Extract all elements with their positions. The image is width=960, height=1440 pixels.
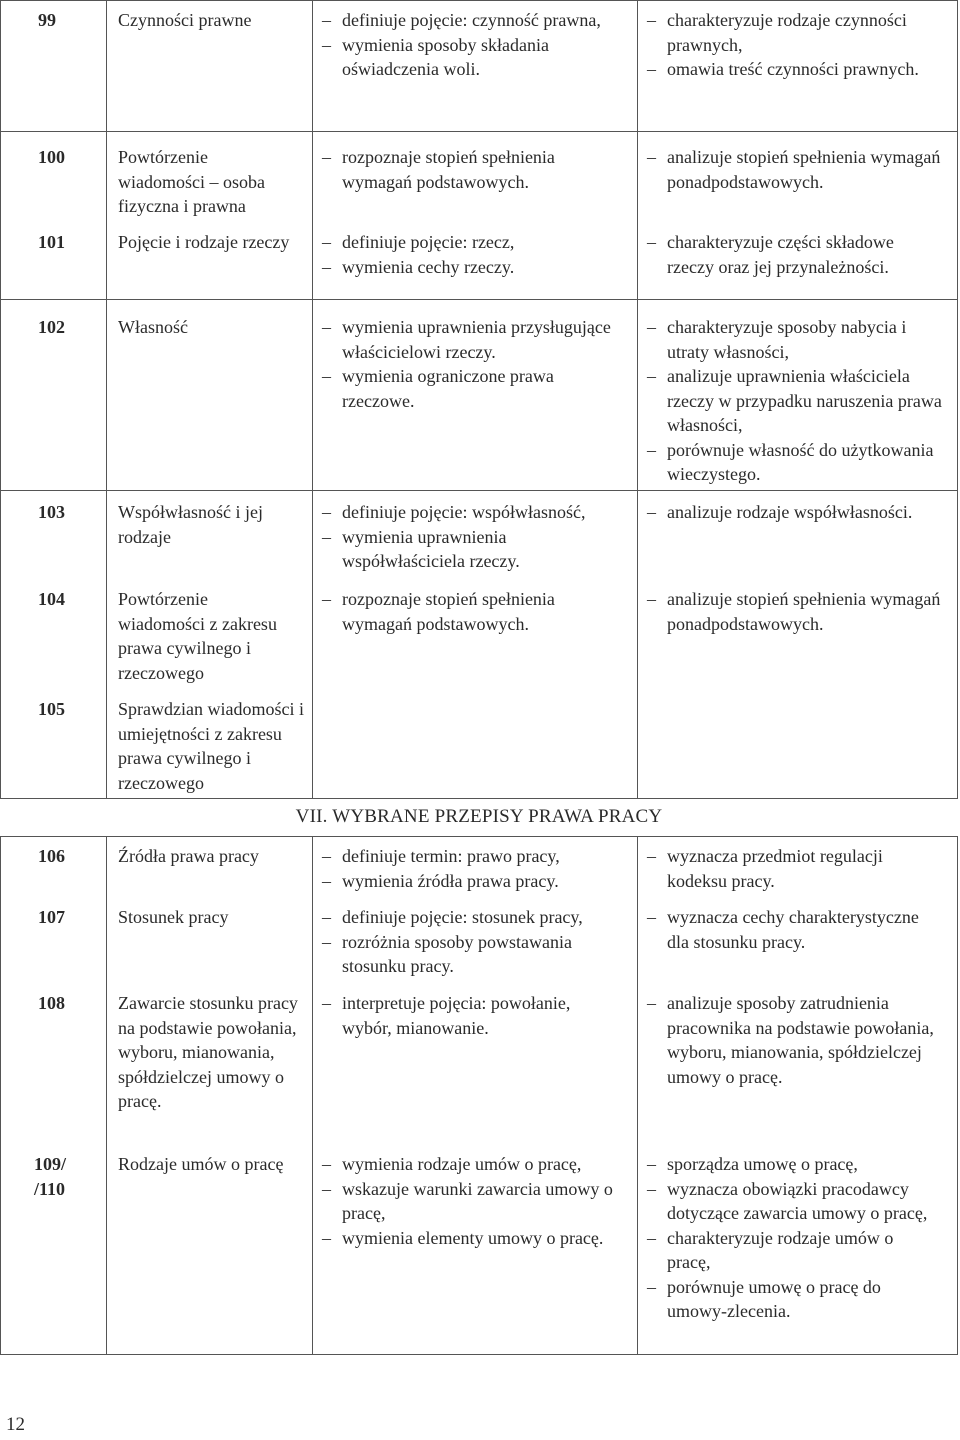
list-item: – charakteryzuje rodzaje czynności prawnych, [645,8,945,57]
row-number: 103 [38,502,65,522]
row-number: 100 [38,147,65,167]
advanced-requirements [645,145,945,194]
list-item: – wymienia cechy rzeczy. [320,255,620,280]
topic-cell: Współwłasność i jej rodzaje [118,502,263,547]
grid-line [0,299,958,300]
list-item: – definiuje pojęcie: rzecz, [320,230,620,255]
advanced-requirements [645,1152,935,1324]
basic-requirements [320,145,620,194]
row-number: 101 [38,232,65,252]
topic-cell: Powtórzenie wiadomości z zakresu prawa cywilnego i rzeczowego [118,589,277,683]
list-item: – rozróżnia sposoby powstawania stosunku pracy. [320,930,620,979]
row-number: 108 [38,993,65,1013]
list-item: – wymienia źródła prawa pracy. [320,869,620,894]
list-item: – charakteryzuje rodzaje umów o pracę, [645,1226,935,1275]
advanced-requirements [645,991,945,1089]
advanced-requirements [645,905,945,954]
list-item: – wymienia uprawnienia przysługujące właścicielowi rzeczy. [320,315,620,364]
advanced-requirements [645,8,945,82]
grid-line [637,0,638,798]
row-number: 105 [38,699,65,719]
grid-line [957,836,958,1354]
grid-line [0,490,958,491]
list-item: – wskazuje warunki zawarcia umowy o pracę, [320,1177,620,1226]
list-item: – analizuje stopień spełnienia wymagań ponadpodstawowych. [645,587,945,636]
row-number: 109/ /110 [34,1154,67,1199]
grid-line [0,0,1,798]
list-item: – analizuje sposoby zatrudnienia pracownika na podstawie powołania, wyboru, mianowania, spółdzielczej umowy o pracę. [645,991,945,1089]
list-item: – porównuje własność do użytkowania wieczystego. [645,438,945,487]
topic-cell: Źródła prawa pracy [118,846,259,866]
list-item: – analizuje uprawnienia właściciela rzeczy w przypadku naruszenia prawa własności, [645,364,945,438]
basic-requirements [320,905,620,979]
list-item: – wyznacza obowiązki pracodawcy dotyczące zawarcia umowy o pracę, [645,1177,935,1226]
advanced-requirements [645,315,945,487]
basic-requirements [320,8,620,82]
list-item: – porównuje umowę o pracę do umowy-zlecenia. [645,1275,935,1324]
basic-requirements [320,1152,620,1250]
basic-requirements [320,230,620,279]
grid-line [106,836,107,1354]
topic-cell: Rodzaje umów o pracę [118,1154,284,1174]
advanced-requirements [645,500,945,525]
topic-cell: Powtórzenie wiadomości – osoba fizyczna i prawna [118,147,265,216]
advanced-requirements [645,844,935,893]
list-item: – wymienia ograniczone prawa rzeczowe. [320,364,620,413]
grid-line [0,1354,958,1355]
list-item: – definiuje pojęcie: czynność prawna, [320,8,620,33]
topic-cell: Sprawdzian wiadomości i umiejętności z zakresu prawa cywilnego i rzeczowego [118,699,304,793]
basic-requirements [320,844,620,893]
advanced-requirements [645,230,945,279]
topic-cell: Zawarcie stosunku pracy na podstawie powołania, wyboru, mianowania, spółdzielczej umowy o pracę. [118,993,298,1111]
list-item: – wyznacza cechy charakterystyczne dla stosunku pracy. [645,905,945,954]
list-item: – rozpoznaje stopień spełnienia wymagań podstawowych. [320,145,620,194]
grid-line [0,0,958,1]
list-item: – analizuje rodzaje współwłasności. [645,500,945,525]
list-item: – definiuje pojęcie: stosunek pracy, [320,905,620,930]
advanced-requirements [645,587,945,636]
basic-requirements [320,991,620,1040]
list-item: – wymienia rodzaje umów o pracę, [320,1152,620,1177]
grid-line [957,0,958,798]
list-item: – definiuje pojęcie: współwłasność, [320,500,620,525]
topic-cell: Pojęcie i rodzaje rzeczy [118,232,290,252]
grid-line [312,0,313,798]
grid-line [0,798,958,799]
basic-requirements [320,587,620,636]
list-item: – omawia treść czynności prawnych. [645,57,945,82]
list-item: – wymienia elementy umowy o pracę. [320,1226,620,1251]
row-number: 102 [38,317,65,337]
list-item: – wymienia sposoby składania oświadczenia woli. [320,33,620,82]
row-number: 99 [38,10,56,30]
list-item: – wymienia uprawnienia współwłaściciela rzeczy. [320,525,620,574]
list-item: – wyznacza przedmiot regulacji kodeksu pracy. [645,844,935,893]
grid-line [0,131,958,132]
basic-requirements [320,500,620,574]
row-number: 107 [38,907,65,927]
topic-cell: Czynności prawne [118,10,252,30]
row-number: 106 [38,846,65,866]
list-item: – charakteryzuje części składowe rzeczy oraz jej przynależności. [645,230,945,279]
basic-requirements [320,315,620,413]
grid-line [0,836,958,837]
row-number: 104 [38,589,65,609]
list-item: – rozpoznaje stopień spełnienia wymagań podstawowych. [320,587,620,636]
topic-cell: Stosunek pracy [118,907,229,927]
section-title: VII. WYBRANE PRZEPISY PRAWA PRACY [295,806,663,827]
list-item: – definiuje termin: prawo pracy, [320,844,620,869]
grid-line [106,0,107,798]
list-item: – interpretuje pojęcia: powołanie, wybór, mianowanie. [320,991,620,1040]
page-number: 12 [6,1414,25,1435]
topic-cell: Własność [118,317,188,337]
list-item: – sporządza umowę o pracę, [645,1152,935,1177]
grid-line [312,836,313,1354]
list-item: – analizuje stopień spełnienia wymagań ponadpodstawowych. [645,145,945,194]
grid-line [0,836,1,1354]
grid-line [637,836,638,1354]
list-item: – charakteryzuje sposoby nabycia i utraty własności, [645,315,945,364]
